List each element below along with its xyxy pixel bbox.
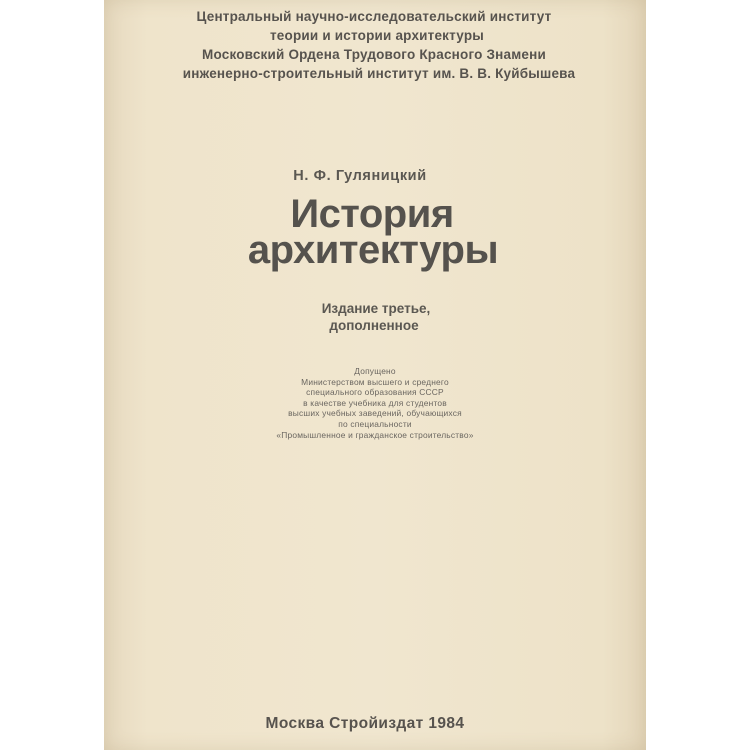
approval-line-1: Допущено [354,366,396,376]
author-name: Н. Ф. Гуляницкий [293,168,427,184]
title-page [104,0,646,750]
approval-line-6: по специальности [338,419,412,429]
institute-2-line-2: инженерно-строительный институт им. В. В. Куйбышева [182,66,576,81]
book-title-line-1: История [290,192,454,236]
edition-line-2: дополненное [329,318,419,333]
institute-2-line-1: Московский Ордена Трудового Красного Знамени [202,47,546,62]
institute-1-line-1: Центральный научно-исследовательский институт [196,9,552,24]
edition-line-1: Издание третье, [321,301,431,316]
approval-line-7: «Промышленное и гражданское строительство» [276,429,474,440]
approval-line-4: в качестве учебника для студентов [303,397,447,408]
book-title-line-2: архитектуры [247,228,499,272]
approval-line-3: специального образования СССР [306,387,444,398]
publisher-imprint: Москва Стройиздат 1984 [265,715,465,732]
approval-line-5: высших учебных заведений, обучающихся [288,408,462,419]
institute-1-line-2: теории и истории архитектуры [269,28,484,43]
approval-line-2: Министерством высшего и среднего [301,376,449,387]
